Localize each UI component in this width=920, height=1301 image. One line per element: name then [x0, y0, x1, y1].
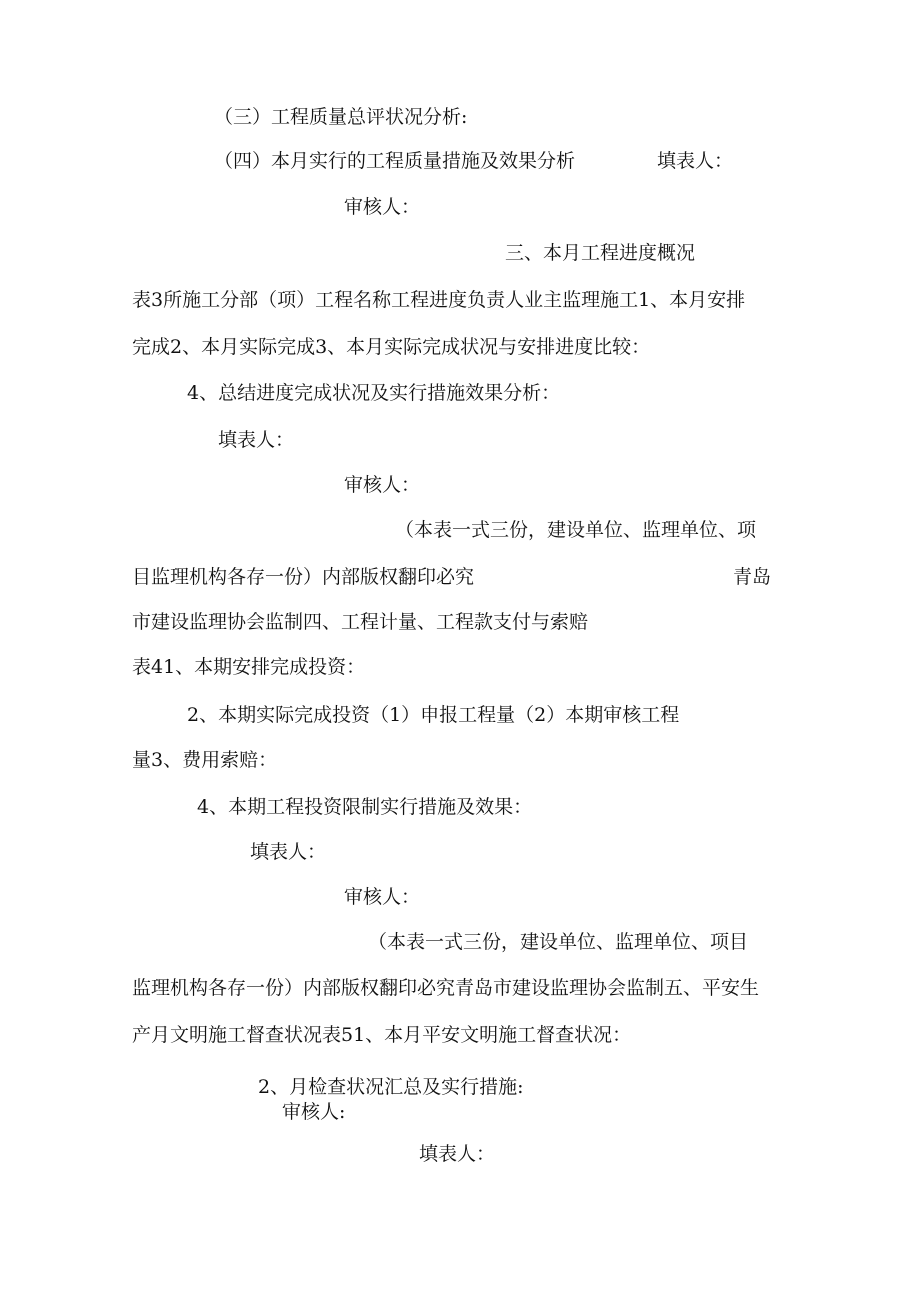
- body-text-line: 4、总结进度完成状况及实行措施效果分析：: [187, 382, 561, 404]
- body-text-line: 产月文明施工督查状况表51、本月平安文明施工督查状况：: [132, 1024, 632, 1046]
- body-text-line: 4、本期工程投资限制实行措施及效果：: [197, 796, 533, 818]
- body-text-line: 表41、本期安排完成投资：: [132, 656, 366, 678]
- body-text-line: 监理机构各存一份）内部版权翻印必究青岛市建设监理协会监制五、平安生: [132, 977, 760, 999]
- copies-note: （本表一式三份，建设单位、监理单位、项: [395, 519, 757, 541]
- copyright-note: 目监理机构各存一份）内部版权翻印必究: [132, 566, 475, 588]
- filler-label: 填表人：: [218, 429, 295, 451]
- section-heading-progress: 三、本月工程进度概况: [505, 242, 696, 264]
- filler-label: 填表人：: [657, 150, 734, 172]
- body-text-line: 量3、费用索赔：: [132, 749, 278, 771]
- issuer-note: 青岛: [733, 566, 772, 588]
- filler-label: 填表人：: [250, 841, 327, 863]
- reviewer-label: 审核人:: [282, 1101, 346, 1123]
- reviewer-label: 审核人：: [344, 196, 421, 218]
- reviewer-label: 审核人：: [344, 474, 421, 496]
- body-text-line: 2、月检查状况汇总及实行措施:: [258, 1076, 524, 1098]
- body-text-line: 表3所施工分部（项）工程名称工程进度负责人业主监理施工1、本月安排: [132, 289, 746, 311]
- copies-note: （本表一式三份，建设单位、监理单位、项目: [368, 931, 749, 953]
- body-text-line: 市建设监理协会监制四、工程计量、工程款支付与索赔: [132, 611, 589, 633]
- section-quality-measures: （四）本月实行的工程质量措施及效果分析: [214, 150, 576, 172]
- reviewer-label: 审核人：: [344, 886, 421, 908]
- body-text-line: 2、本期实际完成投资（1）申报工程量（2）本期审核工程: [187, 704, 680, 726]
- filler-label: 填表人：: [419, 1143, 496, 1165]
- section-quality-summary: （三）工程质量总评状况分析:: [214, 106, 468, 128]
- body-text-line: 完成2、本月实际完成3、本月实际完成状况与安排进度比较：: [132, 336, 651, 358]
